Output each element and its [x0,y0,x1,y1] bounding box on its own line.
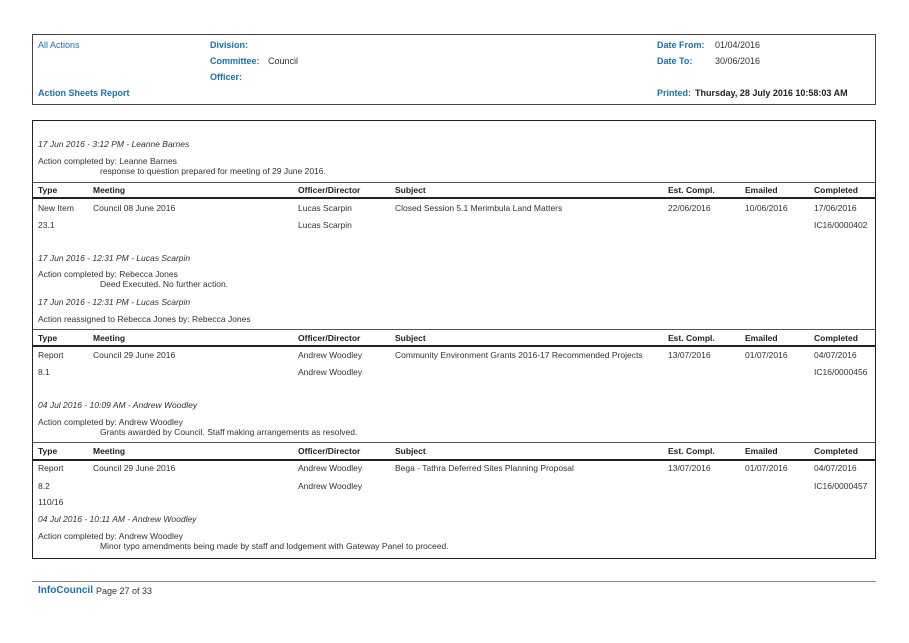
item-est-compl: 13/07/2016 [668,463,711,473]
item-number: 8.1 [38,367,50,377]
action-sheets-table [32,120,876,559]
item-meeting: Council 29 June 2016 [93,350,176,360]
col-meeting: Meeting [93,446,126,456]
log-entry: 17 Jun 2016 - 12:31 PM - Lucas Scarpin [38,253,191,263]
officer-label: Officer: [210,72,243,82]
col-meeting: Meeting [93,333,126,343]
item-meeting: Council 29 June 2016 [93,463,176,473]
col-completed: Completed [814,185,858,195]
item-officer: Andrew Woodley [298,350,363,360]
item-subject: Bega - Tathra Deferred Sites Planning Proposal [395,463,574,473]
item-reference: IC16/0000402 [814,220,868,230]
col-type: Type [38,446,58,456]
header-underline [33,459,875,461]
division-label: Division: [210,40,249,50]
item-number: 8.2 [38,481,50,491]
item-subject: Community Environment Grants 2016-17 Recommended Projects [395,350,643,360]
item-emailed: 10/06/2016 [745,203,788,213]
col-officer: Officer/Director [298,333,361,343]
col-completed: Completed [814,333,858,343]
col-subject: Subject [395,185,426,195]
committee-value: Council [268,56,299,66]
report-header [32,34,876,105]
date-to-label: Date To: [657,56,693,66]
item-est-compl: 13/07/2016 [668,350,711,360]
item-officer-2: Andrew Woodley [298,367,363,377]
col-type: Type [38,185,58,195]
item-type: Report [38,463,64,473]
item-officer: Lucas Scarpin [298,203,352,213]
action-note: Grants awarded by Council. Staff making arrangements as resolved. [100,427,358,437]
item-officer-2: Lucas Scarpin [298,220,352,230]
action-note: response to question prepared for meeting of 29 June 2016. [100,166,326,176]
date-from-value: 01/04/2016 [715,40,761,50]
item-est-compl: 22/06/2016 [668,203,711,213]
date-from-label: Date From: [657,40,705,50]
log-entry: 04 Jul 2016 - 10:11 AM - Andrew Woodley [38,514,197,524]
log-entry: 17 Jun 2016 - 12:31 PM - Lucas Scarpin [38,297,191,307]
action-note: Minor typo amendments being made by staff and lodgement with Gateway Panel to proceed. [100,541,449,551]
item-completed: 04/07/2016 [814,350,857,360]
footer-brand: InfoCouncil [38,585,93,596]
item-emailed: 01/07/2016 [745,463,788,473]
col-completed: Completed [814,446,858,456]
item-reference: IC16/0000456 [814,367,868,377]
col-type: Type [38,333,58,343]
item-type: New Item [38,203,74,213]
action-line: Action completed by: Leanne Barnes [38,156,177,166]
action-line: Action completed by: Rebecca Jones [38,269,178,279]
row-divider [33,329,875,330]
log-entry: 04 Jul 2016 - 10:09 AM - Andrew Woodley [38,400,198,410]
page-number: Page 27 of 33 [96,586,153,596]
header-underline [33,345,875,347]
col-est-compl: Est. Compl. [668,185,715,195]
printed-label: Printed: [657,88,692,98]
item-type: Report [38,350,64,360]
col-emailed: Emailed [745,446,778,456]
col-est-compl: Est. Compl. [668,446,715,456]
col-meeting: Meeting [93,185,126,195]
log-entry: 17 Jun 2016 - 3:12 PM - Leanne Barnes [38,139,190,149]
printed-value: Thursday, 28 July 2016 10:58:03 AM [695,88,848,98]
all-actions-label: All Actions [38,40,80,50]
date-to-value: 30/06/2016 [715,56,761,66]
item-emailed: 01/07/2016 [745,350,788,360]
item-officer: Andrew Woodley [298,463,363,473]
col-officer: Officer/Director [298,185,361,195]
item-completed: 04/07/2016 [814,463,857,473]
row-divider [33,182,875,183]
action-note: Deed Executed. No further action. [100,279,229,289]
action-line: Action completed by: Andrew Woodley [38,417,183,427]
item-completed: 17/06/2016 [814,203,857,213]
col-est-compl: Est. Compl. [668,333,715,343]
item-reference: IC16/0000457 [814,481,868,491]
col-subject: Subject [395,333,426,343]
committee-label: Committee: [210,56,260,66]
footer-divider [32,581,876,582]
col-officer: Officer/Director [298,446,361,456]
action-line: Action reassigned to Rebecca Jones by: Rebecca Jones [38,314,251,324]
item-officer-2: Andrew Woodley [298,481,363,491]
item-subject: Closed Session 5.1 Merimbula Land Matters [395,203,563,213]
col-emailed: Emailed [745,333,778,343]
action-line: Action completed by: Andrew Woodley [38,531,183,541]
file-number: 110/16 [38,497,64,507]
col-emailed: Emailed [745,185,778,195]
row-divider [33,442,875,443]
item-number: 23.1 [38,220,55,230]
report-title: Action Sheets Report [38,88,130,98]
col-subject: Subject [395,446,426,456]
header-underline [33,197,875,199]
item-meeting: Council 08 June 2016 [93,203,176,213]
